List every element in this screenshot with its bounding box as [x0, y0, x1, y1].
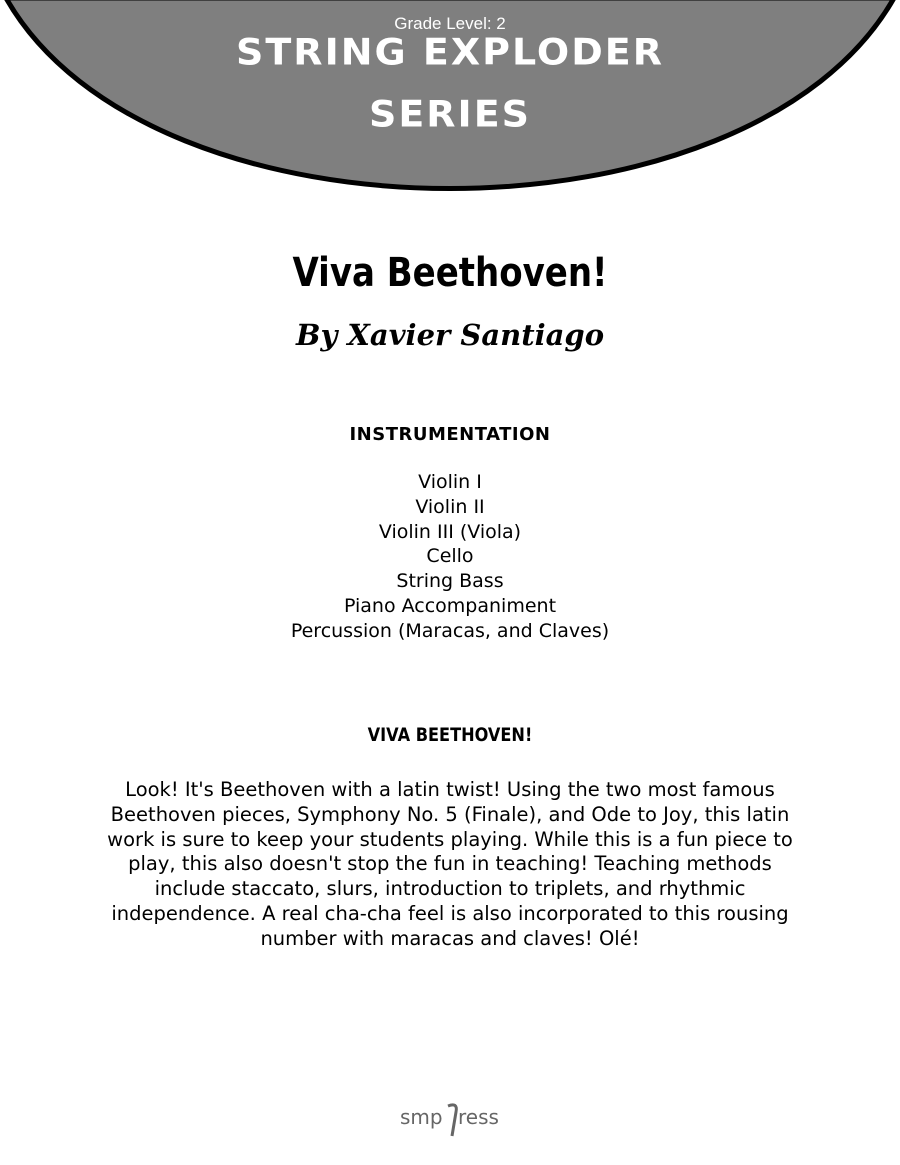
instrument-item: Violin I: [418, 471, 482, 493]
instrumentation-heading: INSTRUMENTATION: [349, 424, 551, 445]
series-title-line2: SERIES: [368, 93, 532, 135]
svg-text:ress: ress: [458, 1105, 499, 1129]
instrument-item: Violin III (Viola): [378, 520, 522, 543]
instrument-item: Violin II: [415, 495, 485, 518]
instrument-item: String Bass: [396, 570, 504, 593]
instrument-item: Percussion (Maracas, and Claves): [290, 619, 610, 642]
description-text: Look! It's Beethoven with a latin twist! Using the two most famous Beethoven pieces, Symphony No. 5 (Finale), and Ode to Joy, this latin work is sure to keep your students playing. While this is a fun piece to play, this also doesn't stop the fun in teaching! Teaching methods include staccato, slurs, introduction to triplets, and rhythmic independence. A real cha-cha feel is also incorporated to this rousing number with maracas and claves! Olé!: [107, 778, 793, 950]
instrumentation-list: [0, 470, 900, 644]
description-heading: VIVA BEETHOVEN!: [367, 724, 533, 746]
instrument-item: Piano Accompaniment: [343, 594, 557, 617]
grade-level: Grade Level: 2: [394, 14, 506, 33]
instrument-item: Cello: [426, 545, 474, 568]
author-name: By Xavier Santiago: [295, 318, 605, 352]
publisher-logo: [0, 1098, 900, 1145]
svg-text:smp: smp: [400, 1105, 443, 1129]
piece-title: Viva Beethoven!: [292, 250, 608, 296]
smp-press-logo-icon: [400, 1098, 500, 1140]
series-title-line1: STRING EXPLODER: [236, 31, 664, 73]
